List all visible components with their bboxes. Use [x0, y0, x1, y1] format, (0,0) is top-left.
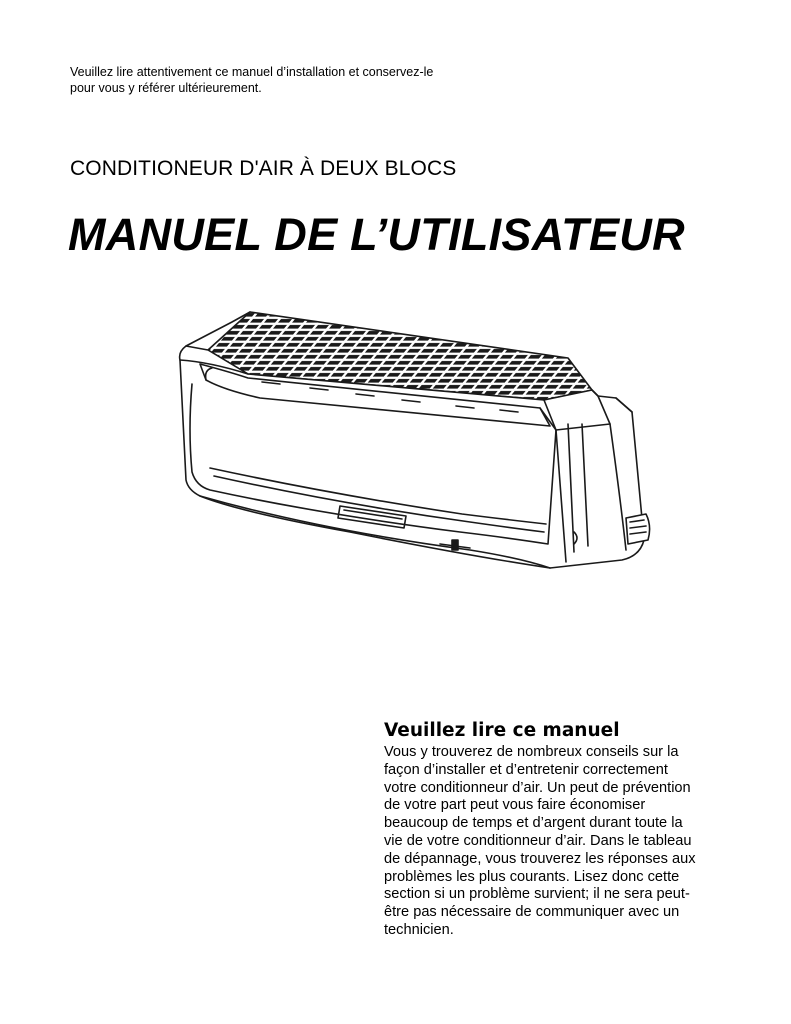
body-line: technicien.: [384, 921, 454, 938]
body-line: section si un problème survient; il ne sera peut-: [384, 886, 690, 903]
product-subtitle: CONDITIONEUR D'AIR À DEUX BLOCS: [70, 157, 457, 180]
manual-title: MANUEL DE L’UTILISATEUR: [68, 209, 685, 260]
air-conditioner-indoor-unit-illustration-icon: [170, 300, 660, 590]
read-manual-body: [384, 744, 729, 940]
body-line: beaucoup de temps et d’argent durant toute la: [384, 815, 683, 832]
read-manual-heading: Veuillez lire ce manuel: [384, 720, 620, 741]
body-line: façon d’installer et d’entretenir correctement: [384, 761, 668, 778]
body-line: votre conditionneur d’air. Un peut de prévention: [384, 779, 691, 796]
body-line: vie de votre conditionneur d’air. Dans le tableau: [384, 832, 692, 849]
body-line: problèmes les plus courants. Lisez donc cette: [384, 868, 680, 885]
notice-line-1: Veuillez lire attentivement ce manuel d’installation et conservez-le: [70, 65, 434, 79]
body-line: être pas nécessaire de communiquer avec un: [384, 904, 680, 921]
notice-line-2: pour vous y référer ultérieurement.: [70, 81, 262, 95]
body-line: Vous y trouverez de nombreux conseils sur la: [384, 744, 679, 760]
read-manual-section: [384, 720, 729, 940]
body-line: de votre part peut vous faire économiser: [384, 797, 646, 814]
body-line: de dépannage, vous trouverez les réponses aux: [384, 850, 696, 867]
installation-notice: [70, 64, 510, 96]
